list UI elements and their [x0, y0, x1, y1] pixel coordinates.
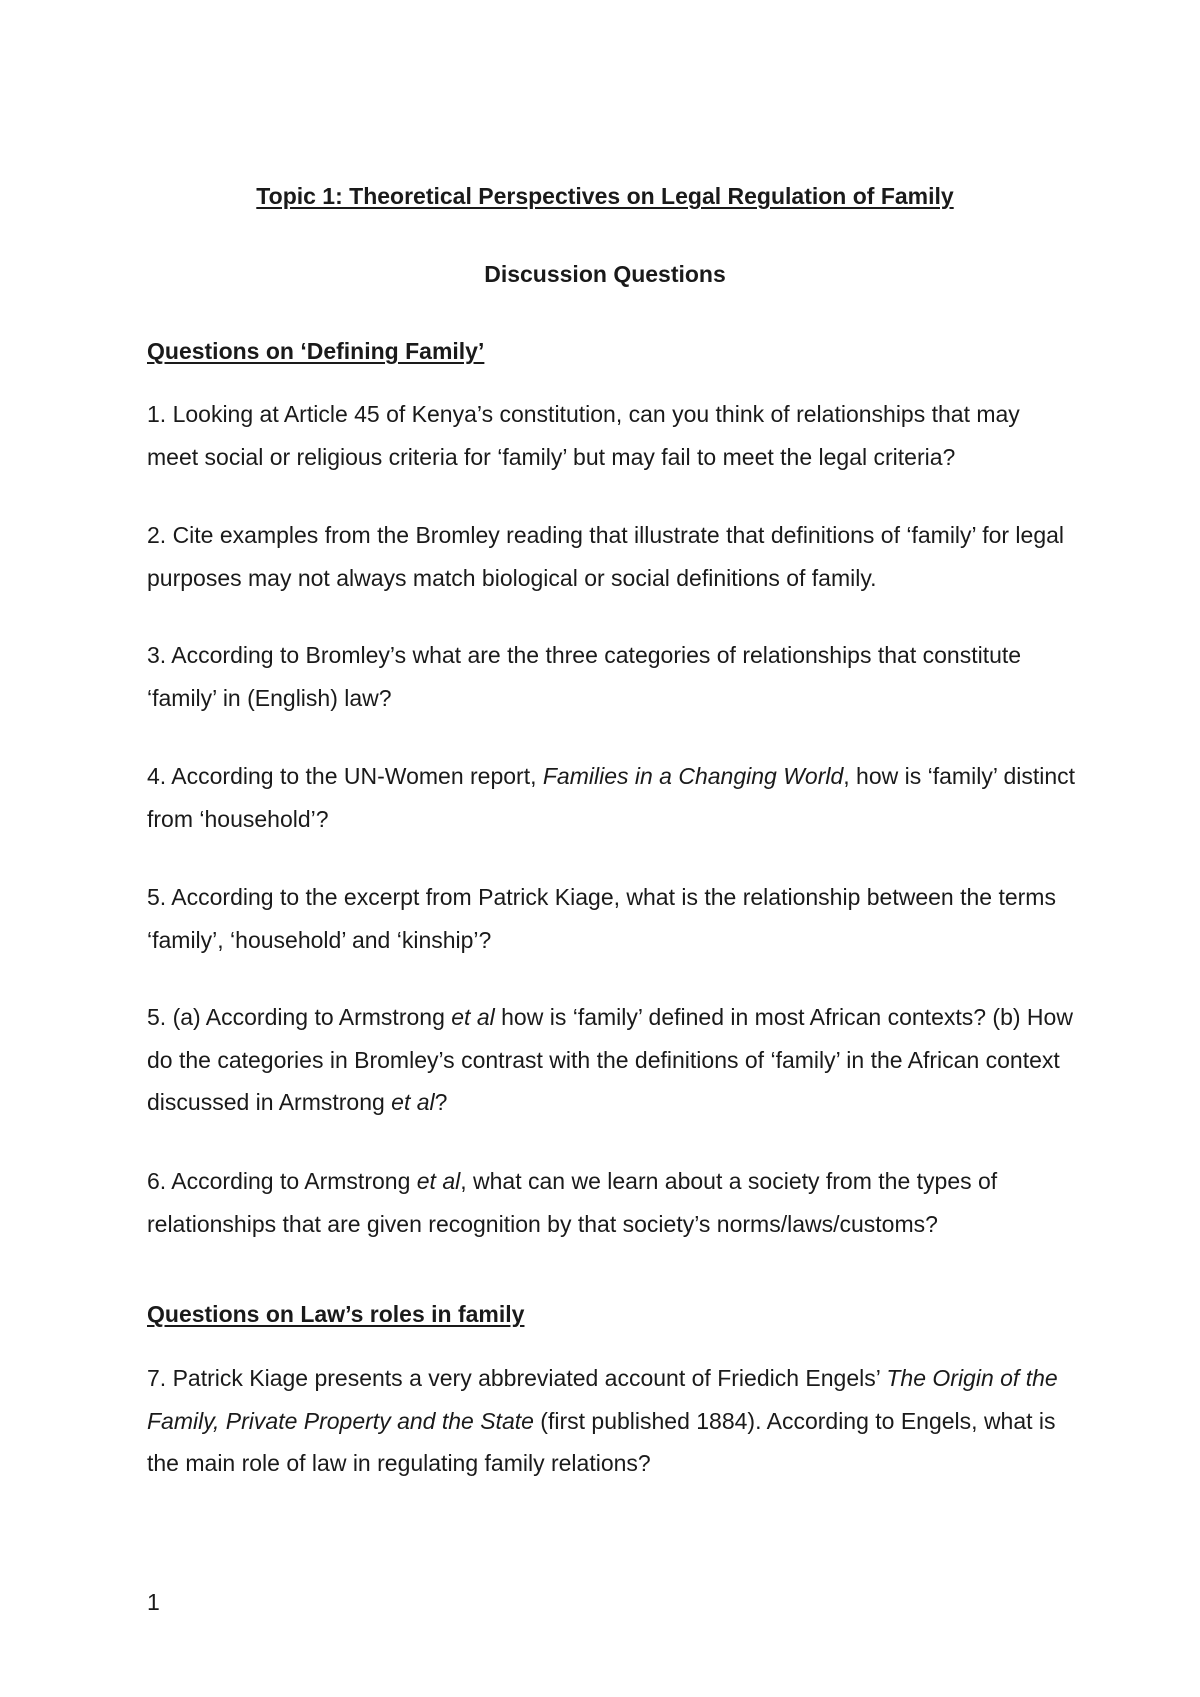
question-6: [147, 1160, 1077, 1245]
question-5ab: [147, 996, 1077, 1124]
question-6-text-b: , what can we learn about a society from the types of relationships that are given recognition by that society’s norms/laws/customs?: [147, 1168, 998, 1237]
question-5-text: 5. According to the excerpt from Patrick Kiage, what is the relationship between the terms ‘family’, ‘household’ and ‘kinship’?: [147, 884, 1056, 953]
question-5ab-text-c: ?: [434, 1089, 448, 1115]
question-4: [147, 755, 1077, 840]
section-heading-defining-family: Questions on ‘Defining Family’: [147, 338, 485, 364]
question-7-book-title: The Origin of the Family, Private Property and the State: [147, 1365, 1058, 1434]
question-5ab-et-al-2: et al: [391, 1089, 435, 1115]
question-7-text-a: 7. Patrick Kiage presents a very abbreviated account of Friedich Engels’: [147, 1365, 887, 1391]
question-7: [147, 1357, 1077, 1485]
question-5ab-text-b: how is ‘family’ defined in most African contexts? (b) How do the categories in Bromley’s contrast with the definitions of ‘family’ in the African context discussed in Armstrong: [147, 1004, 1073, 1115]
section-heading-laws-roles: Questions on Law’s roles in family: [147, 1301, 525, 1327]
question-5ab-text-a: 5. (a) According to Armstrong: [147, 1004, 452, 1030]
question-2: [147, 514, 1077, 599]
question-4-text-b: , how is ‘family’ distinct from ‘household’?: [147, 763, 1076, 832]
question-2-text: 2. Cite examples from the Bromley reading that illustrate that definitions of ‘family’ for legal purposes may not always match biological or social definitions of family.: [147, 522, 1065, 591]
question-1: [147, 393, 1077, 478]
question-4-report-title: Families in a Changing World: [542, 763, 844, 789]
question-6-et-al: et al: [416, 1168, 461, 1194]
document-subtitle: Discussion Questions: [484, 261, 726, 287]
question-1-text: 1. Looking at Article 45 of Kenya’s constitution, can you think of relationships that may meet social or religious criteria for ‘family’ but may fail to meet the legal criteria?: [147, 401, 1020, 470]
document-title: Topic 1: Theoretical Perspectives on Legal Regulation of Family: [256, 183, 954, 209]
question-5ab-et-al-1: et al: [451, 1004, 495, 1030]
question-6-text-a: 6. According to Armstrong: [147, 1168, 417, 1194]
question-3: [147, 634, 1077, 719]
question-3-text: 3. According to Bromley’s what are the three categories of relationships that constitute ‘family’ in (English) law?: [147, 642, 1022, 711]
question-5: [147, 876, 1077, 961]
question-7-text-b: (first published 1884). According to Engels, what is the main role of law in regulating family relations?: [147, 1407, 1056, 1476]
question-4-text-a: 4. According to the UN-Women report,: [147, 763, 543, 789]
page-number: 1: [147, 1589, 160, 1615]
